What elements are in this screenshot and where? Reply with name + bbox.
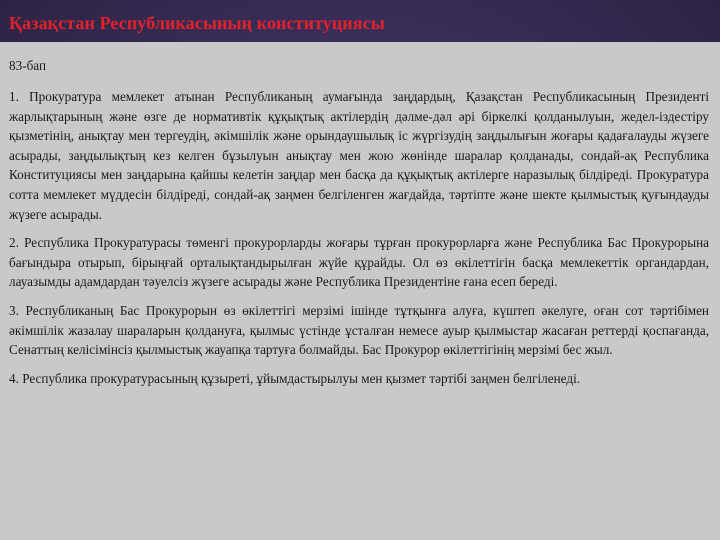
paragraph-2: 2. Республика Прокуратурасы төменгі прокурорларды жоғары тұрған прокурорларға және Республика Бас Прокурорына бағындыра отырып, бірыңғай орталықтандырылған жүйе құрайды. Ол өз өкілеттігін басқа мемлекеттік органдардан, лауазымды адамдардан тәуелсіз жүзеге асырады және Республика Президентіне ғана есеп береді. — [9, 235, 709, 290]
article-heading: 83-бап — [9, 58, 47, 73]
article-body — [9, 87, 709, 397]
slide-title: Қазақстан Республикасының конституциясы — [9, 13, 385, 33]
paragraph-4: 4. Республика прокуратурасының құзыреті, ұйымдастырылуы мен қызмет тәртібі заңмен белгіленеді. — [9, 370, 581, 386]
paragraph-3: 3. Республиканың Бас Прокурорын өз өкілеттігі мерзімі ішінде тұтқынға алуға, күштеп әкелуге, оған сот тәртібімен әкімшілік жазалау шараларын қолдануға, қылмыс үстінде ұсталған немесе ауыр қылмыстар жасаған реттерді қоспағанда, Сенаттың келісімінсіз қылмыстық жауапқа тартуға болмайды. Бас Прокурор өкілеттігінің мерзімі бес жыл. — [9, 302, 709, 358]
paragraph-1: 1. Прокуратура мемлекет атынан Республиканың аумағында заңдардың, Қазақстан Республикасының Президенті жарлықтарының және өзге де нормативтік құқықтық актілердің дәлме-дәл әрі біркелкі қолданылуын, жедел-іздестіру қызметінің, анықтау мен тергеудің, әкімшілік және орындаушылық іс жүргізудің заңдылығын жоғары қадағалауды жүзеге асырады, заңдылықтың кез келген бұзылуын анықтау мен жою жөнінде шаралар қолданады, сондай-ақ Республика Конституциясы мен заңдарына қайшы келетін заңдар мен басқа да құқықтық актілерге наразылық білдіреді. Прокуратура сотта мемлекет мүддесін білдіреді, сондай-ақ заңмен белгіленген жағдайда, тәртіпте және шекте қылмыстық қуғындауды жүзеге асырады. — [9, 89, 709, 222]
